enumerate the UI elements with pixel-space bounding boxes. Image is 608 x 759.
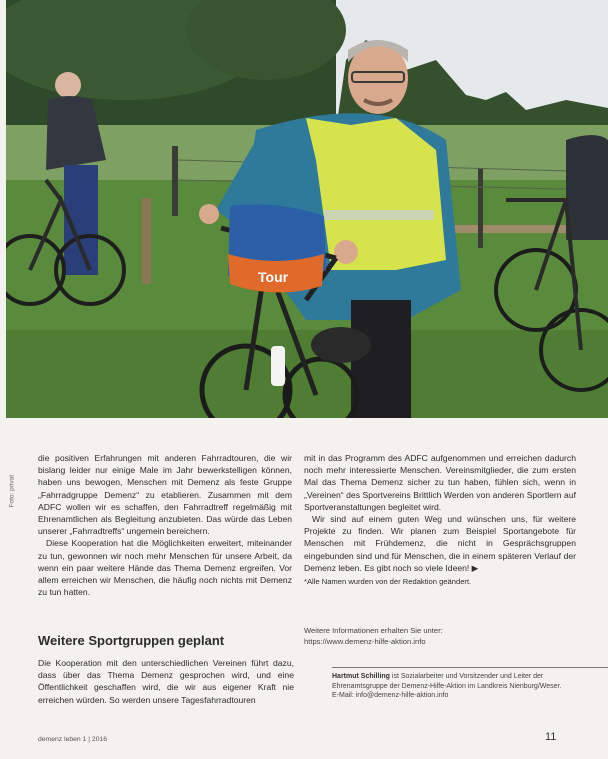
paragraph: mit in das Programm des ADFC aufgenommen und erreichen dadurch noch mehr interessierte Menschen. Vereinsmitglieder, die zum ersten Mal das Thema Demenz sicher zu tun haben, fühlen sich, wenn in „Vereinen“ des Sportvereins Brittlich Werden von anderen Sportlern auf Sportveranstaltungen begleitet wird. [304,453,576,512]
info-link[interactable]: https://www.demenz-hilfe-aktion.info [304,637,426,646]
article-column-left [38,452,292,598]
photo-cyclists [6,0,608,418]
bio-divider [332,667,608,668]
photo-credit [0,430,14,510]
paragraph: Diese Kooperation hat die Möglichkeiten erweitert, miteinander zu tun, gewonnen wir noch mehr Menschen für unsere Arbeit, da wenn ein paar weitere Hände das Thema Demenz ergreifen. Vor allem erreichen wir Menschen, die häufig noch nichts mit Demenz zu tun hatten. [38,538,292,598]
article-column-right [304,452,576,588]
journal-footer: demenz leben 1 | 2016 [38,736,108,743]
paragraph: Wir sind auf einem guten Weg und wünschen uns, für weitere Projekte zu finden. Wir planen zum Beispiel Sportangebote für Menschen mit Frühdemenz, die nicht in Gesprächsgruppen eingebunden sind und für Menschen, die in einem späteren Verlauf der Demenz leben. Es gibt noch so viele Ideen! ▶ [304,514,576,573]
author-name: Hartmut Schilling [332,673,390,680]
paragraph: die positiven Erfahrungen mit anderen Fahrradtouren, die wir bislang leider nur einige Male im Jahr bewerkstelligen können, haben uns bewogen, Menschen mit Demenz als feste Gruppe „Fahrradgruppe Demenz“ zu etablieren. Zusammen mit dem ADFC wollen wir es schaffen, den Fahrradtreff regelmäßig mit Ehrenamtlichen als Begleitung anzubieten. Das würde das Leben unserer „Fahrradtreffs“ ungemein bereichern. [38,453,292,537]
footnote: *Alle Namen wurden von der Redaktion geändert. [304,577,472,587]
author-email[interactable]: E-Mail: info@demenz-hilfe-aktion.info [332,692,449,699]
info-box [304,625,576,647]
author-description: ist Sozialarbeiter und Vorsitzender und Leiter der Ehrenamtsgruppe der Demenz-Hilfe-Aktion im Landkreis Nienburg/Weser. [332,673,562,690]
photo-credit-text: Foto: privat [8,474,16,508]
section-heading: Weitere Sportgruppen geplant [38,633,225,648]
article-column-left-continued [38,657,294,706]
info-line: Weitere Informationen erhalten Sie unter: [304,626,443,635]
paragraph: Die Kooperation mit den unterschiedlichen Vereinen führt dazu, dass über das Thema Demenz gesprochen wird, und eine Öffentlichkeit geschaffen wird, die wir aus eigener Kraft nie erreichen würden. So werden unsere Tagesfahrradtouren [38,658,294,705]
author-bio [332,672,600,701]
page-number: 11 [545,731,557,743]
bag-label: Tour [258,269,289,285]
